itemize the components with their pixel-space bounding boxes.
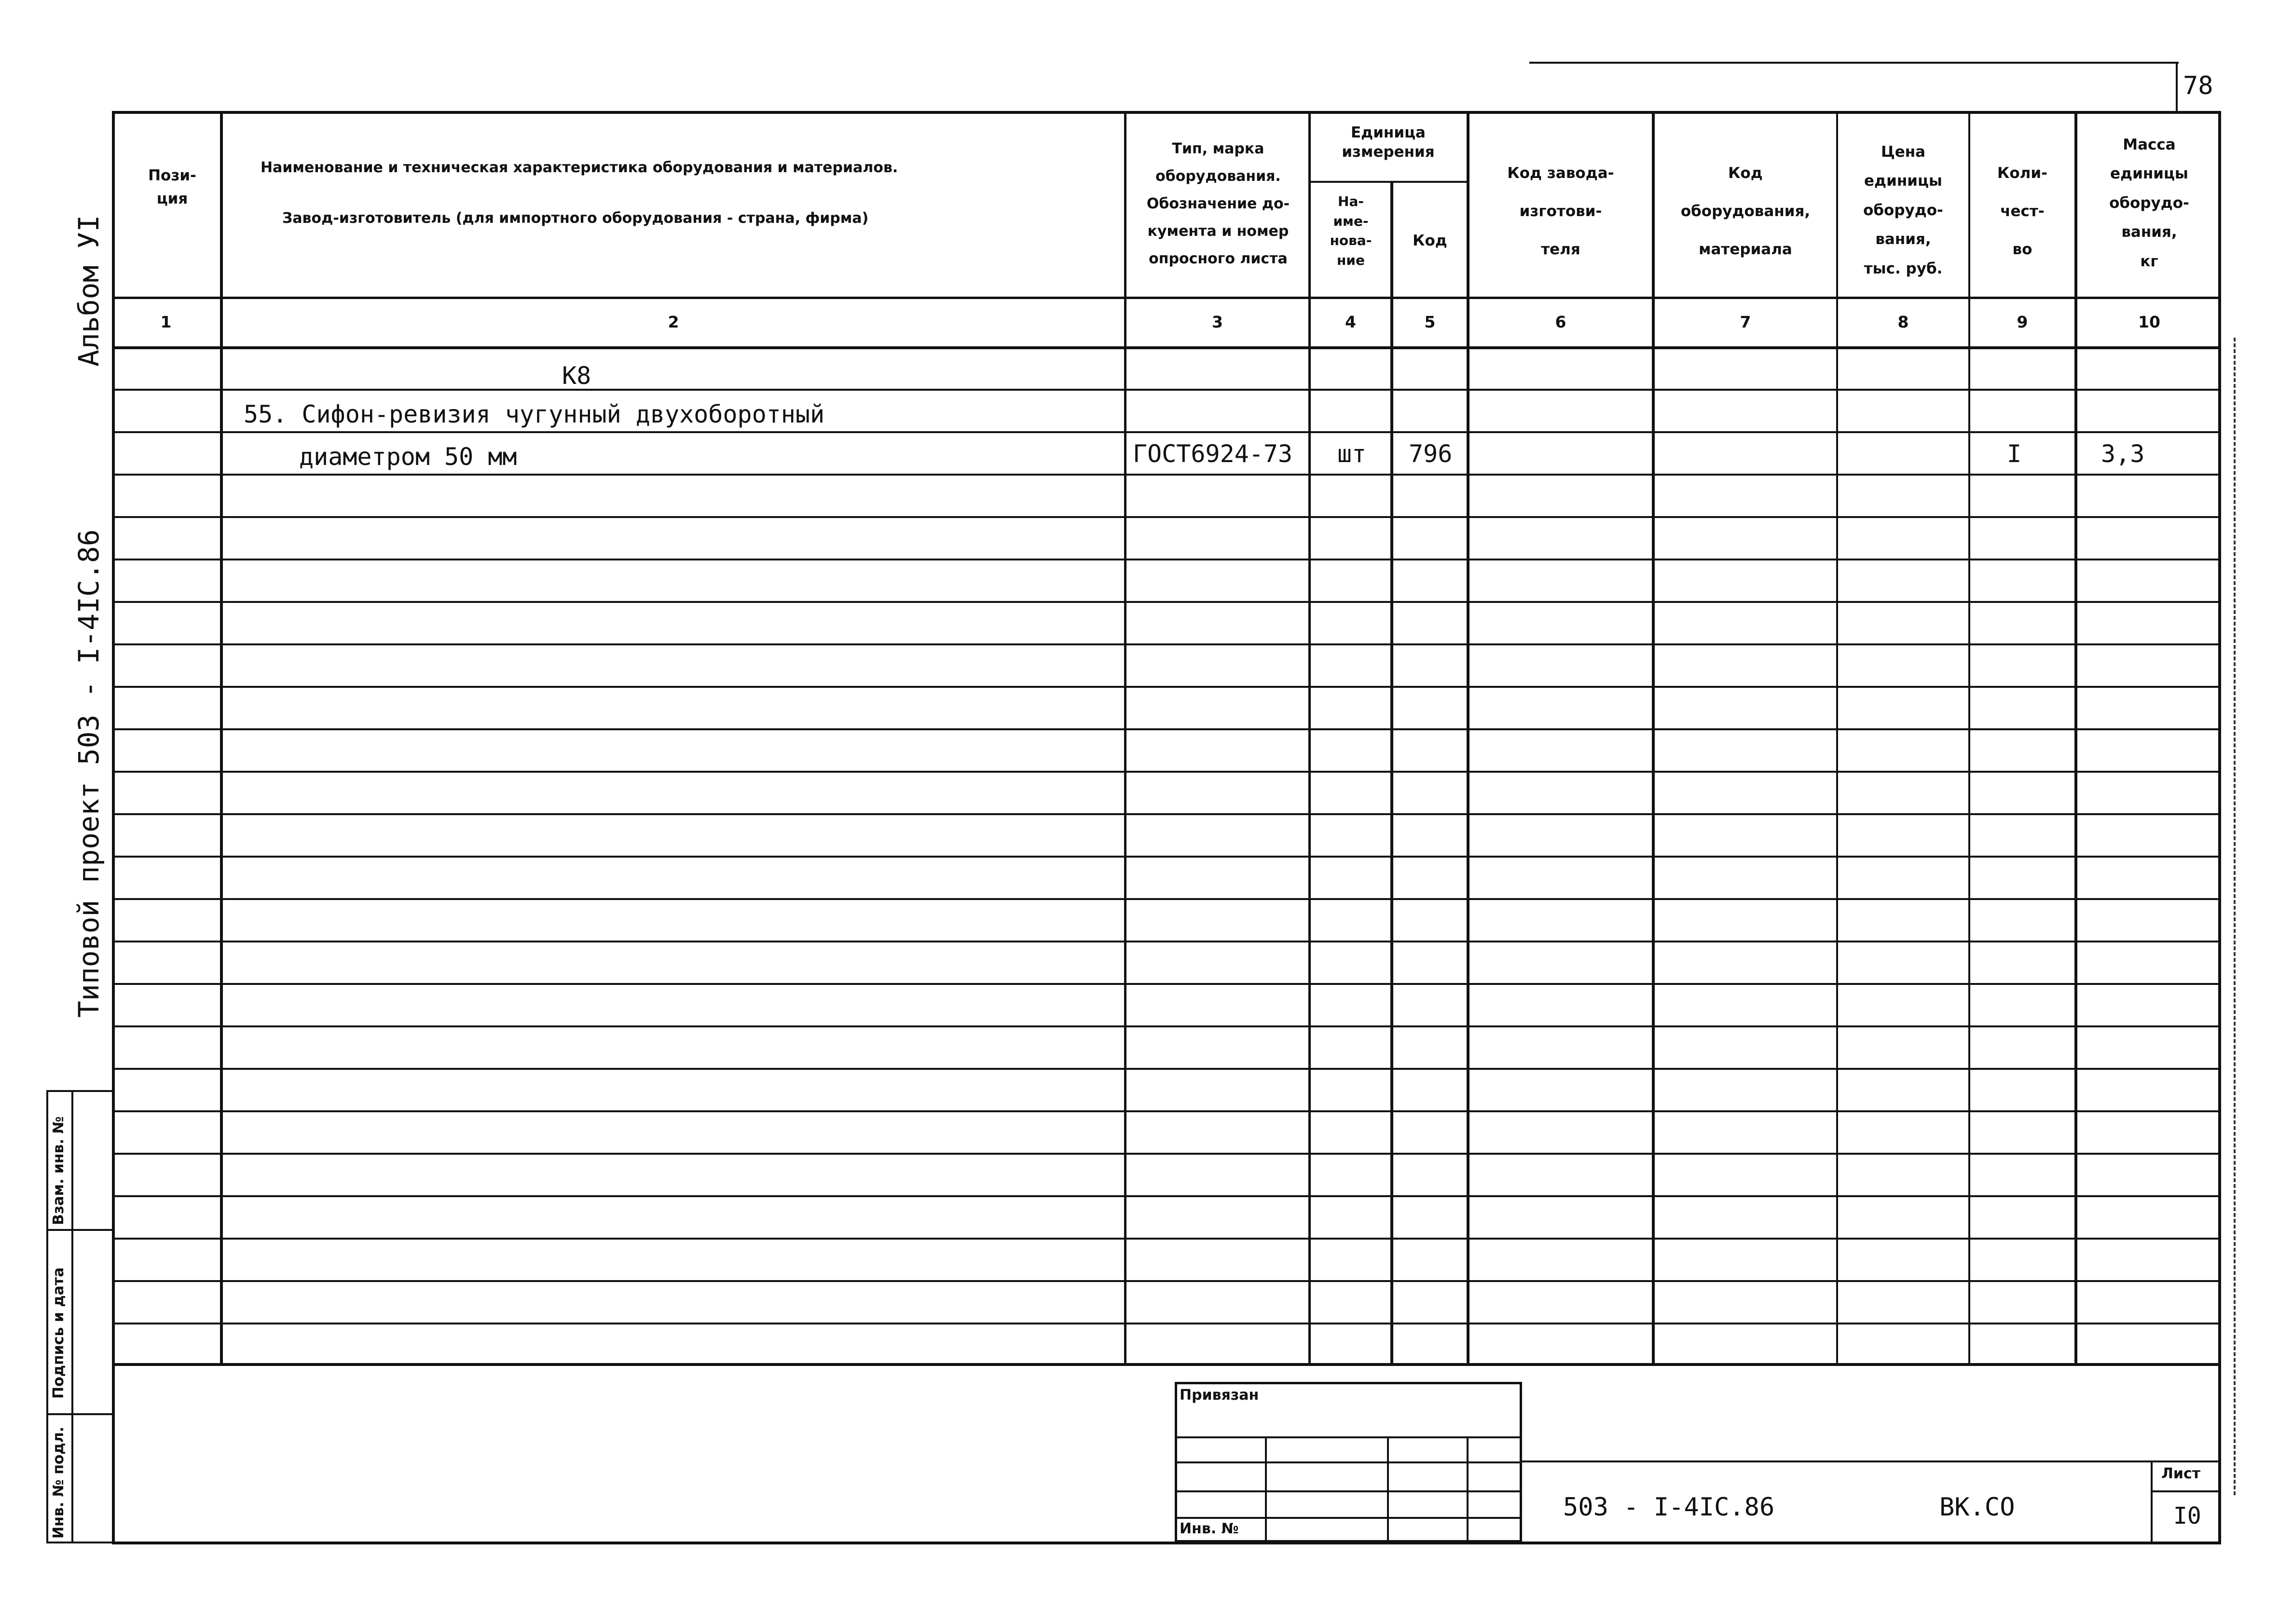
item-unit: шт (1337, 440, 1367, 468)
item-unit-code: 796 (1409, 440, 1453, 468)
row-line (112, 1238, 2221, 1240)
row-line (112, 898, 2221, 900)
group-label: К8 (562, 362, 591, 390)
header-bottom-line (112, 297, 2221, 299)
header-price: Цена единицы оборудо- вания, тыс. руб. (1863, 143, 1943, 277)
colnum-2: 2 (668, 313, 679, 331)
table-bottom-line (112, 1363, 2221, 1366)
header-unit-code: Код (1413, 232, 1447, 249)
header-unit-group: Единица измерения (1342, 124, 1435, 161)
row-line (112, 1195, 2221, 1197)
top-frame-line (1529, 62, 2179, 64)
side-strip-mid (71, 1090, 73, 1543)
unit-group-line (1308, 181, 1468, 183)
document-mark: ВК.СО (1939, 1493, 2015, 1522)
header-mass: Масса единицы оборудо- вания, кг (2109, 136, 2189, 270)
colnum-10: 10 (2138, 313, 2160, 331)
col-line-7 (1836, 111, 1838, 1365)
row-line (112, 601, 2221, 603)
row-line (112, 1280, 2221, 1282)
project-label: Типовой проект 503 - I-4IC.86 (72, 529, 105, 1018)
colnum-9: 9 (2017, 313, 2028, 331)
page-number: 78 (2183, 71, 2213, 100)
row-line (112, 559, 2221, 560)
header-unit-name: На- име- нова- ние (1330, 193, 1372, 268)
row-line (112, 516, 2221, 518)
inv-no-label: Инв. № (1180, 1520, 1239, 1537)
header-name-line2: Завод-изготовитель (для импортного оборудования - страна, фирма) (282, 210, 869, 227)
item-standard: ГОСТ6924-73 (1133, 440, 1293, 468)
row-line (112, 1153, 2221, 1155)
header-position: Пози- ция (148, 167, 196, 208)
document-code: 503 - I-4IC.86 (1563, 1493, 1775, 1522)
colnum-1: 1 (160, 313, 172, 331)
stamp-vline (1265, 1436, 1267, 1542)
privyazan-label: Привязан (1180, 1387, 1259, 1404)
colnum-bottom-line (112, 346, 2221, 349)
stamp-line (1175, 1517, 1522, 1519)
item-name-cont: диаметром 50 мм (299, 443, 517, 471)
row-line (112, 1323, 2221, 1324)
stamp-line (1175, 1490, 1522, 1492)
colnum-3: 3 (1212, 313, 1223, 331)
side-strip-div1 (46, 1229, 114, 1231)
item-name: 55. Сифон-ревизия чугунный двухоборотный (244, 400, 825, 428)
col-line-8 (1968, 111, 1970, 1365)
right-edge-dash (2234, 338, 2236, 1495)
side-strip-top (46, 1090, 114, 1092)
stamp-vline (1467, 1436, 1469, 1542)
sheet-label: Лист (2161, 1465, 2201, 1482)
stamp-line (1175, 1461, 1522, 1463)
row-line (112, 813, 2221, 815)
col-line-9 (2074, 111, 2077, 1365)
row-line (112, 686, 2221, 688)
row-line (112, 771, 2221, 773)
page-number-divider (2176, 62, 2178, 112)
header-name-line1: Наименование и техническая характеристика оборудования и материалов. (261, 159, 898, 176)
row-line (112, 389, 2221, 391)
sheet-box-mid (2151, 1490, 2221, 1492)
sheet-box-left (2151, 1460, 2153, 1542)
row-line (112, 431, 2221, 433)
item-quantity: I (2007, 440, 2022, 468)
col-line-5 (1467, 111, 1469, 1365)
row-line (112, 1025, 2221, 1027)
header-type: Тип, марка оборудования. Обозначение до- кумента и номер опросного листа (1146, 140, 1290, 267)
row-line (112, 643, 2221, 645)
header-quantity: Коли- чест- во (1997, 164, 2047, 259)
item-mass: 3,3 (2101, 440, 2145, 468)
row-line (112, 728, 2221, 730)
header-equipment-code: Код оборудования, материала (1680, 164, 1811, 259)
row-line (112, 1110, 2221, 1112)
row-line (112, 474, 2221, 476)
inv-vzam-label: Взам. инв. № (50, 1116, 67, 1225)
colnum-7: 7 (1740, 313, 1751, 331)
stamp-vline (1387, 1436, 1389, 1542)
col-line-2 (1124, 111, 1126, 1365)
col-line-6 (1652, 111, 1655, 1365)
side-strip-div2 (46, 1413, 114, 1415)
stamp-line (1175, 1436, 1522, 1438)
col-line-3 (1308, 111, 1311, 1365)
row-line (112, 983, 2221, 985)
colnum-4: 4 (1345, 313, 1356, 331)
col-line-1 (220, 111, 223, 1365)
row-line (112, 941, 2221, 942)
side-strip-bottom (46, 1542, 114, 1543)
header-factory-code: Код завода- изготови- теля (1507, 164, 1614, 259)
sheet-number: I0 (2173, 1502, 2201, 1529)
podpis-data-label: Подпись и дата (50, 1267, 67, 1399)
colnum-6: 6 (1555, 313, 1566, 331)
colnum-5: 5 (1424, 313, 1436, 331)
row-line (112, 856, 2221, 858)
main-stamp-top (1522, 1460, 2221, 1462)
inv-podl-label: Инв. № подл. (50, 1426, 67, 1539)
album-label: Альбом УI (72, 215, 105, 367)
side-strip-left (46, 1090, 48, 1543)
colnum-8: 8 (1897, 313, 1909, 331)
row-line (112, 1068, 2221, 1070)
col-line-4 (1390, 181, 1393, 1365)
